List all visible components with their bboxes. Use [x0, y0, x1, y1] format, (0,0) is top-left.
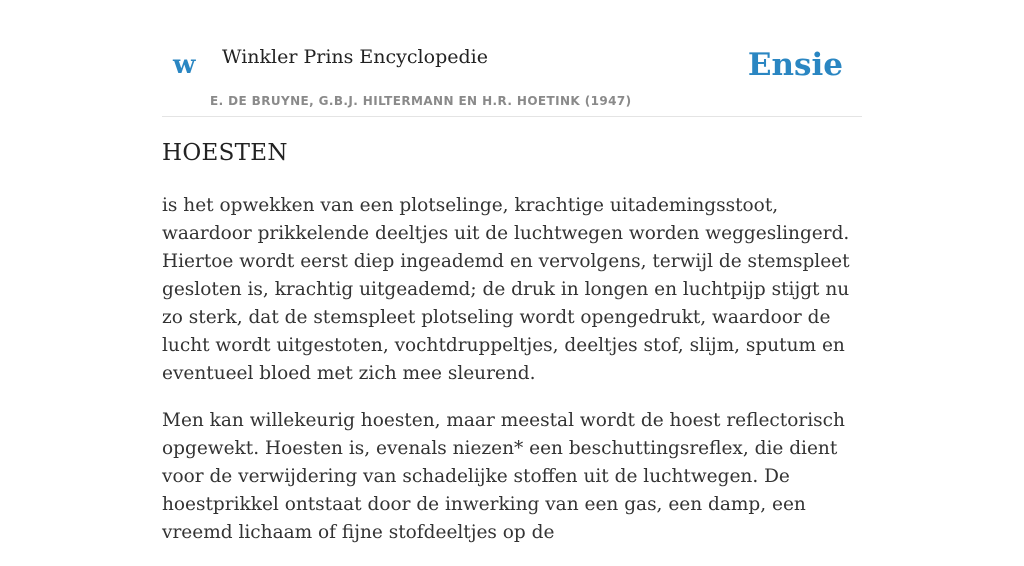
entry-title: HOESTEN: [162, 140, 288, 166]
source-title[interactable]: Winkler Prins Encyclopedie: [222, 46, 488, 68]
entry-body: [162, 192, 862, 566]
entry-paragraph: is het opwekken van een plotselinge, krachtige uitademingsstoot, waardoor prikkelende deeltjes uit de luchtwegen worden weggeslingerd. Hiertoe wordt eerst diep ingeademd en vervolgens, terwijl de stemspleet gesloten is, krachtig uitgeademd; de druk in longen en luchtpijp stijgt nu zo sterk, dat de stemspleet plotseling wordt opengedrukt, waardoor de lucht wordt uitgestoten, vochtdruppeltjes, deeltjes stof, slijm, sputum en eventueel bloed met zich mee sleurend.: [162, 195, 850, 384]
entry-paragraph: Men kan willekeurig hoesten, maar meestal wordt de hoest reflectorisch opgewekt. Hoesten is, evenals niezen* een beschuttingsreflex, die dient voor de verwijdering van schadelijke stoffen uit de luchtwegen. De hoestprikkel ontstaat door de inwerking van een gas, een damp, een vreemd lichaam of fijne stofdeeltjes op de: [162, 410, 845, 543]
source-logo[interactable]: w: [173, 50, 196, 80]
source-authors: E. DE BRUYNE, G.B.J. HILTERMANN EN H.R. HOETINK (1947): [210, 94, 632, 108]
source-header: [162, 0, 862, 117]
brand-logo[interactable]: Ensie: [747, 47, 843, 83]
